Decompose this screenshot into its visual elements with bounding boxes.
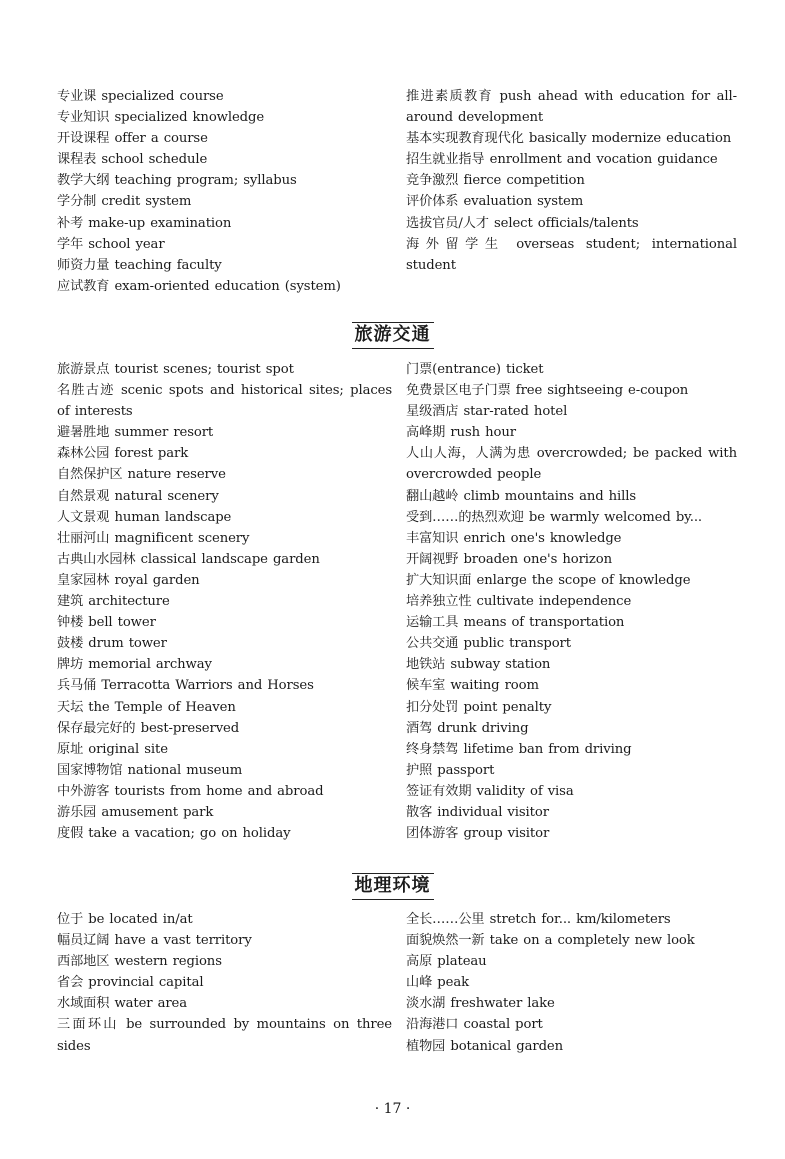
tourism-left-column	[57, 359, 392, 844]
vocab-entry: 兵马俑 Terracotta Warriors and Horses	[57, 678, 314, 694]
vocab-entry: 三面环山 be surrounded by mountains on three sides	[57, 1017, 392, 1054]
vocab-entry: 中外游客 tourists from home and abroad	[57, 783, 324, 799]
vocab-entry: 受到……的热烈欢迎 be warmly welcomed by...	[406, 509, 703, 525]
vocab-entry: 自然景观 natural scenery	[57, 488, 219, 504]
vocab-entry: 候车室 waiting room	[406, 678, 539, 694]
vocab-entry: 人山人海，人满为患 overcrowded; be packed with overcrowded people	[406, 446, 737, 483]
vocab-entry: 水域面积 water area	[57, 996, 188, 1012]
geography-heading	[0, 873, 785, 900]
vocab-entry: 面貌焕然一新 take on a completely new look	[406, 933, 695, 949]
vocab-entry: 选拔官员/人才 select officials/talents	[406, 215, 639, 231]
vocab-entry: 专业知识 specialized knowledge	[57, 110, 265, 126]
vocab-entry: 师资力量 teaching faculty	[57, 257, 222, 273]
tourism-heading	[0, 322, 785, 349]
vocab-entry: 古典山水园林 classical landscape garden	[57, 551, 320, 567]
vocab-entry: 省会 provincial capital	[57, 975, 204, 991]
vocab-entry: 森林公园 forest park	[57, 446, 189, 462]
education-left-column	[57, 86, 392, 297]
vocab-entry: 植物园 botanical garden	[406, 1038, 564, 1054]
vocab-entry: 沿海港口 coastal port	[406, 1017, 543, 1033]
vocab-entry: 人文景观 human landscape	[57, 509, 232, 525]
geography-vocab-section	[57, 909, 737, 1057]
vocab-entry: 护照 passport	[406, 762, 495, 778]
vocab-entry: 高峰期 rush hour	[406, 425, 516, 441]
vocab-entry: 学年 school year	[57, 236, 165, 252]
vocab-entry: 淡水湖 freshwater lake	[406, 996, 555, 1012]
education-vocab-section	[57, 86, 737, 297]
vocab-entry: 专业课 specialized course	[57, 89, 224, 104]
vocab-entry: 竞争激烈 fierce competition	[406, 173, 585, 189]
vocab-entry: 签证有效期 validity of visa	[406, 783, 574, 799]
vocab-entry: 门票(entrance) ticket	[406, 362, 544, 377]
geography-heading-text: 地理环境	[352, 873, 434, 900]
vocab-entry: 位于 be located in/at	[57, 912, 193, 927]
vocab-entry: 培养独立性 cultivate independence	[406, 594, 632, 610]
geography-left-column	[57, 909, 392, 1057]
vocab-entry: 翻山越岭 climb mountains and hills	[406, 488, 637, 504]
vocab-entry: 地铁站 subway station	[406, 657, 551, 673]
vocab-entry: 全长……公里 stretch for... km/kilometers	[406, 912, 671, 927]
vocab-entry: 保存最完好的 best-preserved	[57, 720, 240, 736]
vocab-entry: 运输工具 means of transportation	[406, 615, 625, 631]
vocab-entry: 西部地区 western regions	[57, 954, 222, 970]
vocab-entry: 山峰 peak	[406, 975, 469, 991]
vocab-entry: 评价体系 evaluation system	[406, 194, 584, 210]
vocab-entry: 应试教育 exam-oriented education (system)	[57, 278, 341, 294]
vocab-entry: 牌坊 memorial archway	[57, 657, 212, 673]
vocab-entry: 终身禁驾 lifetime ban from driving	[406, 741, 632, 757]
vocab-entry: 星级酒店 star-rated hotel	[406, 404, 568, 420]
vocab-entry: 扣分处罚 point penalty	[406, 699, 552, 715]
vocab-entry: 公共交通 public transport	[406, 636, 571, 652]
vocab-entry: 建筑 architecture	[57, 594, 170, 610]
vocab-entry: 度假 take a vacation; go on holiday	[57, 826, 291, 842]
vocab-entry: 原址 original site	[57, 741, 168, 757]
vocab-entry: 名胜古迹 scenic spots and historical sites; places of interests	[57, 383, 392, 420]
vocab-entry: 旅游景点 tourist scenes; tourist spot	[57, 362, 294, 377]
vocab-entry: 壮丽河山 magnificent scenery	[57, 530, 250, 546]
tourism-vocab-section	[57, 359, 737, 844]
vocab-entry: 基本实现教育现代化 basically modernize education	[406, 131, 732, 147]
vocab-entry: 开设课程 offer a course	[57, 131, 208, 147]
vocab-entry: 免费景区电子门票 free sightseeing e-coupon	[406, 383, 689, 399]
vocab-entry: 游乐园 amusement park	[57, 804, 214, 820]
education-right-column	[406, 86, 737, 297]
vocab-entry: 幅员辽阔 have a vast territory	[57, 933, 252, 949]
page-number: · 17 ·	[374, 1101, 411, 1117]
vocab-entry: 扩大知识面 enlarge the scope of knowledge	[406, 572, 691, 588]
tourism-right-column	[406, 359, 737, 844]
vocab-entry: 海外留学生 overseas student; international student	[406, 236, 737, 273]
vocab-entry: 自然保护区 nature reserve	[57, 467, 226, 483]
vocab-entry: 钟楼 bell tower	[57, 615, 156, 631]
vocab-entry: 开阔视野 broaden one's horizon	[406, 551, 612, 567]
tourism-heading-text: 旅游交通	[352, 322, 434, 349]
vocab-entry: 天坛 the Temple of Heaven	[57, 699, 236, 715]
vocab-entry: 推进素质教育 push ahead with education for all-around development	[406, 89, 737, 126]
vocab-entry: 招生就业指导 enrollment and vocation guidance	[406, 152, 718, 168]
vocab-entry: 散客 individual visitor	[406, 804, 549, 820]
vocab-entry: 鼓楼 drum tower	[57, 636, 167, 652]
vocab-entry: 丰富知识 enrich one's knowledge	[406, 530, 622, 546]
vocab-entry: 课程表 school schedule	[57, 152, 208, 168]
vocab-entry: 教学大纲 teaching program; syllabus	[57, 173, 297, 189]
vocab-entry: 酒驾 drunk driving	[406, 720, 529, 736]
vocab-entry: 补考 make-up examination	[57, 215, 232, 231]
vocab-entry: 避暑胜地 summer resort	[57, 425, 214, 441]
geography-right-column	[406, 909, 737, 1057]
vocab-entry: 学分制 credit system	[57, 194, 192, 210]
vocab-entry: 团体游客 group visitor	[406, 826, 550, 842]
vocab-entry: 高原 plateau	[406, 954, 487, 970]
vocab-entry: 国家博物馆 national museum	[57, 762, 243, 778]
vocab-entry: 皇家园林 royal garden	[57, 572, 200, 588]
